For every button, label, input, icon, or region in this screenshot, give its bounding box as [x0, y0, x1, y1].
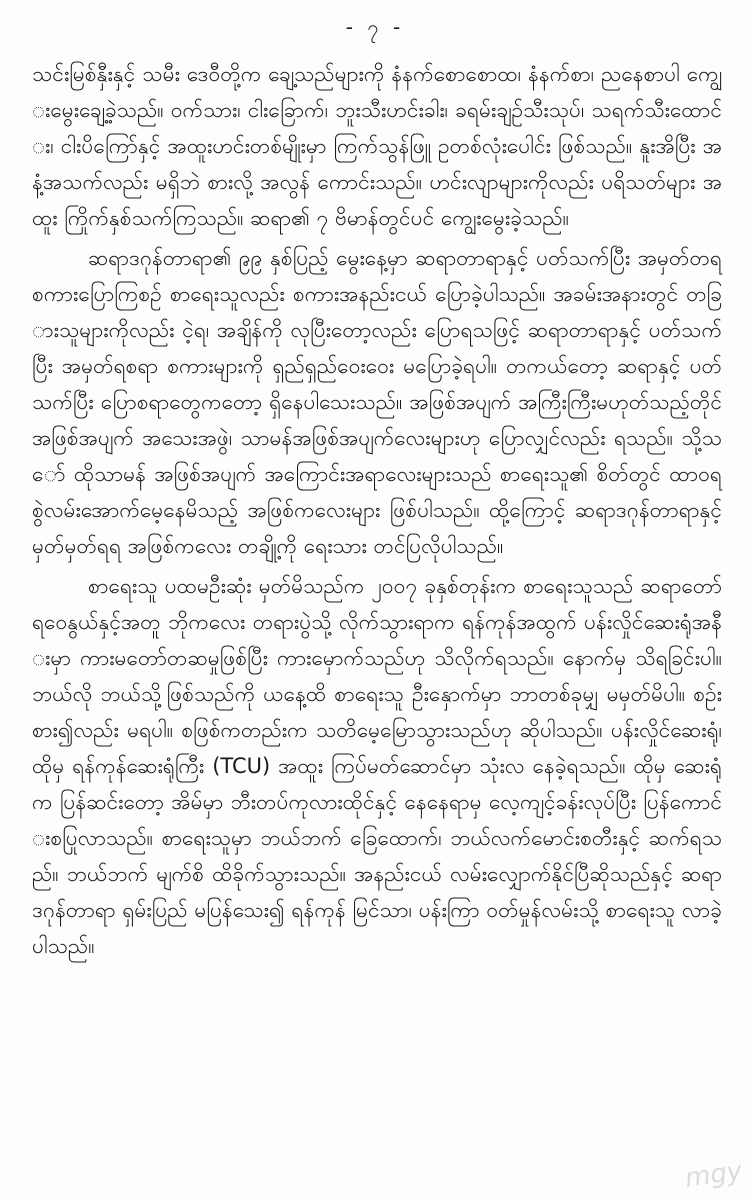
paragraph-3: စာရေးသူ ပထမဦးဆုံး မှတ်မိသည်က ၂၀၀၇ ခုနှစ်တုန်းက စာရေးသူသည် ဆရာတော် ရဝေနွယ်နှင့်အတူ ဘိုကလေး တရားပွဲသို့ လိုက်သွားရာက ရန်ကုန်အထွက် ပန်းလှိုင်ဆေးရုံအနီးမှာ ကားမတော်တဆမှုဖြစ်ပြီး ကားမှောက်သည်ဟု သိလိုက်ရသည်။ နောက်မှ သိရခြင်းပါ။ ဘယ်လို ဘယ်သို့ဖြစ်သည်ကို ယနေ့ထိ စာရေးသူ ဦးနှောက်မှာ ဘာတစ်ခုမျှ မမှတ်မိပါ။ စဉ်းစား၍လည်း မရပါ။ စဖြစ်ကတည်းက သတိမေ့မြောသွားသည်ဟု ဆိုပါသည်။ ပန်းလှိုင်ဆေးရုံ၊ ထိုမှ ရန်ကုန်ဆေးရုံကြီး (TCU) အထူး ကြပ်မတ်ဆောင်မှာ သုံးလ နေခဲ့ရသည်။ ထိုမှ ဆေးရုံက ပြန်ဆင်းတော့ အိမ်မှာ ဘီးတပ်ကုလားထိုင်နှင့် နေနေရာမှ လေ့ကျင့်ခန်းလုပ်ပြီး ပြန်ကောင်းစပြုလာသည်။ စာရေးသူမှာ ဘယ်ဘက် ခြေထောက်၊ ဘယ်လက်မောင်းစတီးနှင့် ဆက်ရသည်။ ဘယ်ဘက် မျက်စိ ထိခိုက်သွားသည်။ အနည်းငယ် လမ်းလျှောက်နိုင်ပြီဆိုသည်နှင့် ဆရာဒဂုန်တာရာ ရှမ်းပြည် မပြန်သေး၍ ရန်ကုန် မြင်သာ၊ ပန်းကြာ ဝတ်မှုန်လမ်းသို့ စာရေးသူ လာခဲ့ပါသည်။ — [32, 574, 722, 958]
paragraph-1: သင်းမြစ်နှီးနှင့် သမီး ဒေဝီတို့က ချေ့သည်များကို နံနက်စောစောထ၊ နံနက်စာ၊ ညနေစာပါ ကျွေးမွေးချေ့ခဲ့သည်။ ဝက်သား၊ ငါးခြောက်၊ ဘူးသီးဟင်းခါး၊ ခရမ်းချဉ်သီးသုပ်၊ သရက်သီးထောင်း၊ ငါးပိကြော်နှင့် အထူးဟင်းတစ်မျိုးမှာ ကြက်သွန်ဖြူ ဥတစ်လုံးပေါင်း ဖြစ်သည်။ နူးအိပြီး အနံ့အသက်လည်း မရှိဘဲ စားလို့ အလွန် ကောင်းသည်။ ဟင်းလျာများကိုလည်း ပရိသတ်များ အထူး ကြိုက်နှစ်သက်ကြသည်။ ဆရာ၏ ၇ ဗိမာန်တွင်ပင် ကျွေးမွေးခဲ့သည်။ — [32, 62, 722, 230]
page-body — [32, 56, 722, 964]
paragraph-2: ဆရာဒဂုန်တာရာ၏ ၉၉ နှစ်ပြည့် မွေးနေ့မှာ ဆရာတာရာနှင့် ပတ်သက်ပြီး အမှတ်တရ စကားပြောကြစဉ် စာရေးသူလည်း စကားအနည်းငယ် ပြောခဲ့ပါသည်။ အခမ်းအနားတွင် တခြားသူများကိုလည်း ငဲ့ရ၊ အချိန်ကို လုပြီးတော့လည်း ပြောရသဖြင့် ဆရာတာရာနှင့် ပတ်သက်ပြီး အမှတ်ရစရာ စကားများကို ရှည်ရှည်ဝေးဝေး မပြောခဲ့ရပါ။ တကယ်တော့ ဆရာနှင့် ပတ်သက်ပြီး ပြောစရာတွေကတော့ ရှိနေပါသေးသည်။ အဖြစ်အပျက် အကြီးကြီးမဟုတ်သည့်တိုင် အဖြစ်အပျက် အသေးအဖွဲ၊ သာမန်အဖြစ်အပျက်လေးများဟု ပြောလျှင်လည်း ရသည်။ သို့သော် ထိုသာမန် အဖြစ်အပျက် အကြောင်းအရာလေးများသည် စာရေးသူ၏ စိတ်တွင် ထာဝရ စွဲလမ်းအောက်မေ့နေမိသည့် အဖြစ်ကလေးများ ဖြစ်ပါသည်။ ထို့ကြောင့် ဆရာဒဂုန်တာရာနှင့် မှတ်မှတ်ရရ အဖြစ်ကလေး တချို့ကို ရေးသား တင်ပြလိုပါသည်။ — [32, 246, 722, 558]
page-number: - ၇ - — [345, 15, 405, 39]
watermark: mgy — [682, 1156, 744, 1194]
